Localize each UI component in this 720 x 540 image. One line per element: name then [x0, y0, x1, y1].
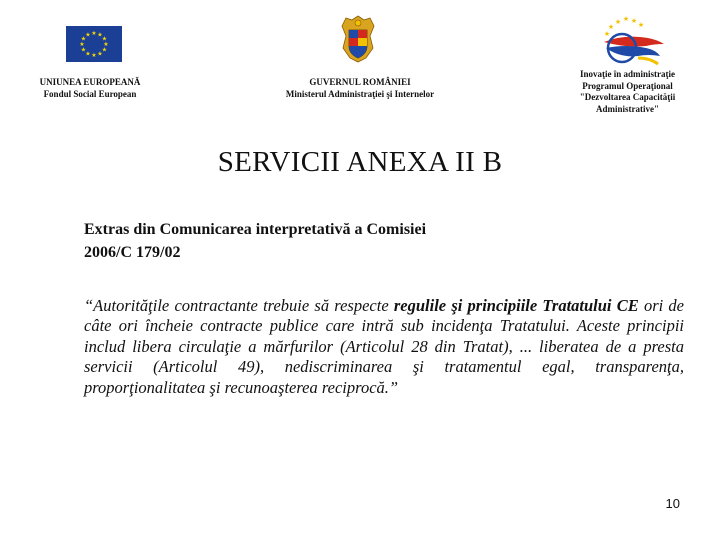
- svg-text:★: ★: [91, 30, 97, 37]
- innov-caption-line4: Administrative": [596, 103, 659, 114]
- gov-caption-line1: GUVERNUL ROMÂNIEI: [309, 77, 411, 87]
- svg-text:★: ★: [97, 50, 103, 58]
- svg-text:★: ★: [91, 52, 97, 59]
- gov-caption-line2: Ministerul Administraţiei şi Internelor: [285, 88, 435, 99]
- eu-caption-line2: Fondul Social European: [43, 88, 137, 99]
- svg-text:★: ★: [103, 41, 109, 48]
- svg-text:★: ★: [101, 35, 108, 43]
- svg-text:★: ★: [85, 31, 91, 39]
- extract-reference: [84, 218, 644, 264]
- innovation-logo-icon: [598, 14, 668, 70]
- eu-flag-icon: [66, 26, 122, 62]
- svg-text:★: ★: [80, 35, 87, 43]
- svg-text:★: ★: [101, 46, 108, 54]
- page-number: 10: [665, 496, 680, 511]
- gov-logo-caption: [270, 77, 450, 100]
- svg-text:★: ★: [607, 23, 615, 31]
- svg-text:★: ★: [79, 41, 85, 48]
- quote-text-start: “Autorităţile contractante trebuie să respecte: [84, 296, 394, 315]
- quote-emphasis: regulile şi principiile Tratatului CE: [393, 296, 639, 315]
- svg-text:★: ★: [622, 15, 630, 23]
- svg-text:★: ★: [85, 50, 91, 58]
- svg-text:★: ★: [637, 21, 645, 29]
- svg-text:★: ★: [80, 46, 87, 54]
- quote-text-end: ori de câte ori încheie contracte publice care intră sub incidenţa Tratatului. Aceste principii includ libera circulaţie a mărfurilor (Articolul 28 din Tratat), ... liberatea de a presta servicii (Articolul 49), nediscriminarea şi tratamentul egal, transparenţa, proporţionalitatea şi recunoaşterea reciprocă.”: [84, 296, 684, 397]
- svg-text:★: ★: [603, 30, 611, 38]
- svg-text:★: ★: [630, 17, 638, 25]
- innov-caption-line2: Programul Operaţional: [582, 80, 673, 91]
- romania-coat-of-arms-icon: [340, 14, 376, 64]
- eu-caption-line1: UNIUNEA EUROPEANĂ: [39, 77, 141, 87]
- innovation-logo-caption: [560, 69, 695, 115]
- svg-text:★: ★: [614, 18, 622, 26]
- innov-caption-line1: Inovaţie în administraţie: [579, 69, 675, 79]
- eu-logo-caption: [20, 77, 160, 100]
- slide-title: SERVICII ANEXA II B: [217, 146, 503, 178]
- extract-line-2: 2006/C 179/02: [84, 244, 181, 261]
- quote-paragraph: [84, 296, 684, 398]
- innov-caption-line3: "Dezvoltarea Capacităţii: [579, 92, 676, 102]
- extract-line-1: Extras din Comunicarea interpretativă a Comisiei: [84, 221, 427, 238]
- svg-text:★: ★: [97, 31, 103, 39]
